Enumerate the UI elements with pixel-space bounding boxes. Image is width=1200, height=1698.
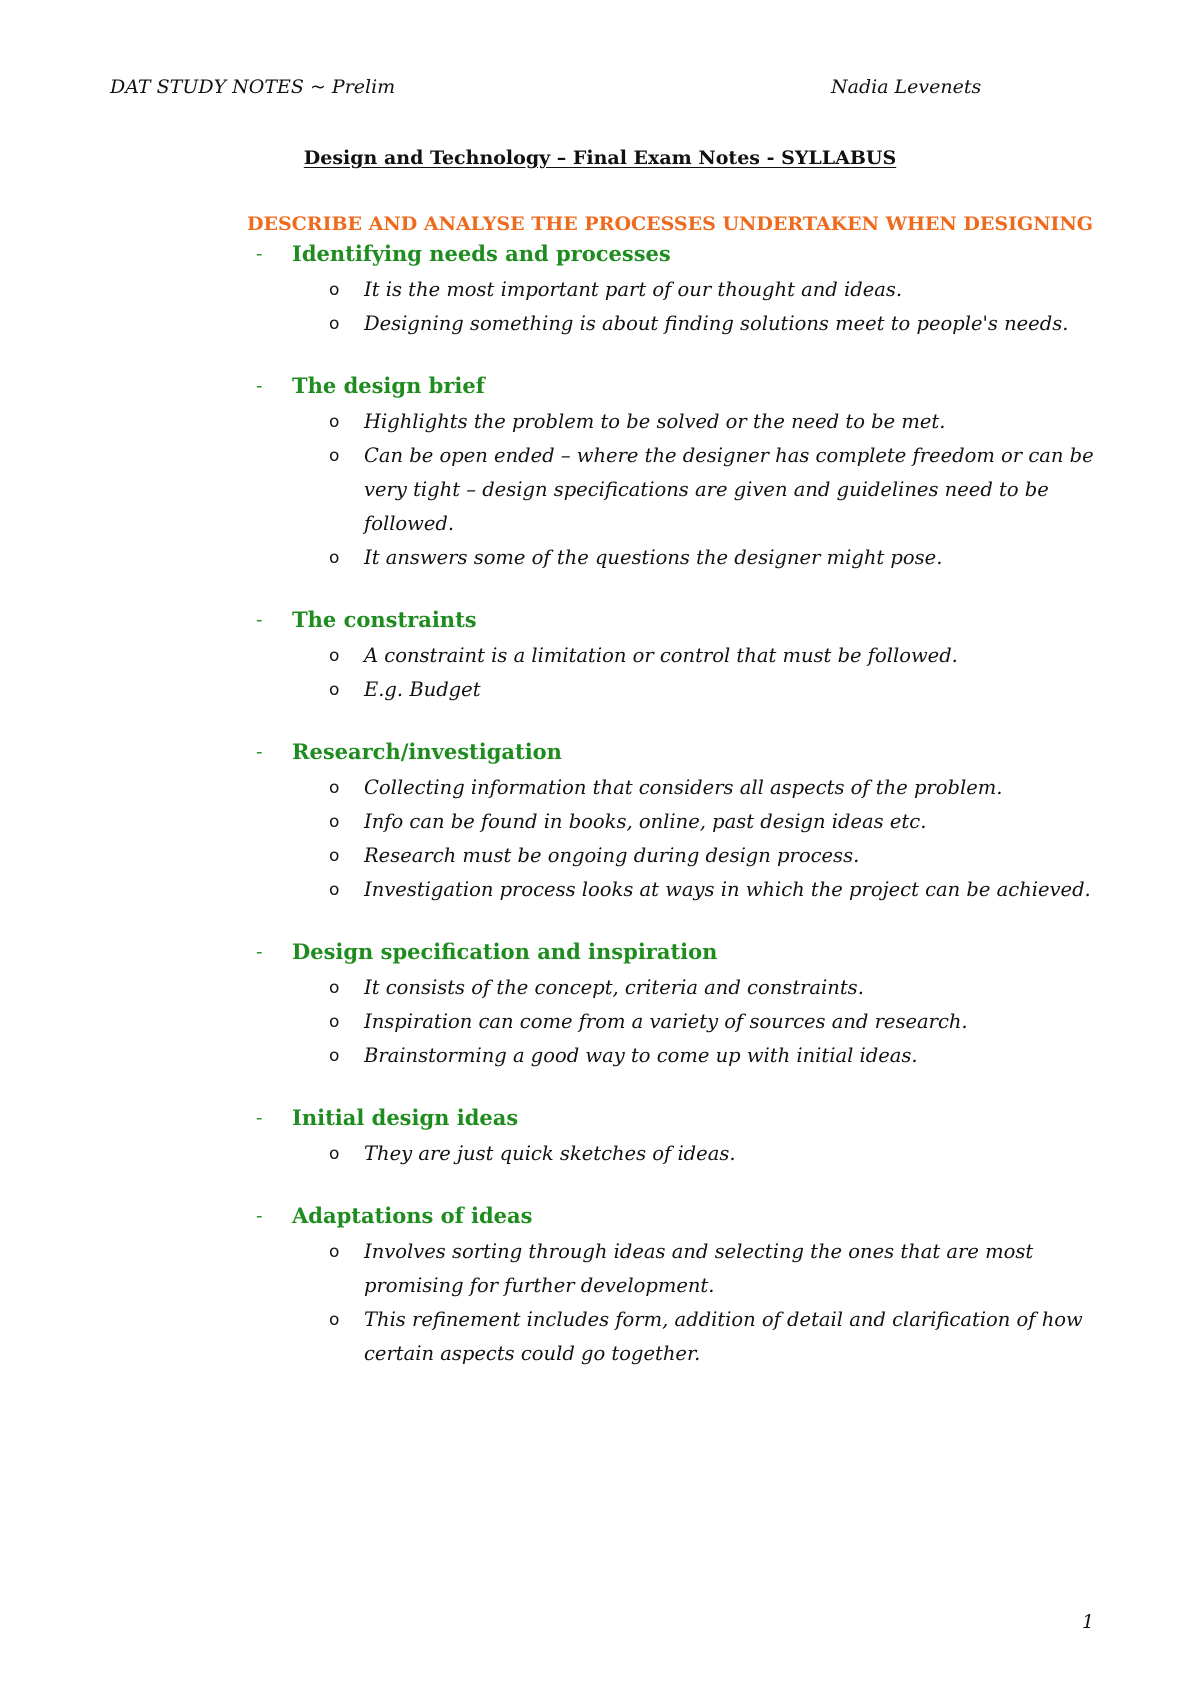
bullet-text: This refinement includes form, addition of detail and clarification of how certain aspects could go together. xyxy=(364,1308,1083,1365)
bullet-item xyxy=(0,1303,1200,1371)
bullet-text: Info can be found in books, online, past design ideas etc. xyxy=(364,810,927,833)
bullet-item xyxy=(0,1235,1200,1303)
bullet-item xyxy=(0,405,1200,439)
topic-block xyxy=(0,1107,1200,1171)
topic-header xyxy=(0,941,1200,971)
bullet-text: It is the most important part of our thought and ideas. xyxy=(364,278,903,301)
circle-bullet-icon: o xyxy=(329,846,340,866)
circle-bullet-icon: o xyxy=(329,812,340,832)
topic-block xyxy=(0,609,1200,707)
bullet-text: Collecting information that considers all aspects of the problem. xyxy=(364,776,1003,799)
circle-bullet-icon: o xyxy=(329,280,340,300)
circle-bullet-icon: o xyxy=(329,548,340,568)
bullet-item xyxy=(0,839,1200,873)
bullet-item xyxy=(0,541,1200,575)
topic-block xyxy=(0,741,1200,907)
bullet-text: Involves sorting through ideas and selecting the ones that are most promising for further development. xyxy=(364,1240,1034,1297)
circle-bullet-icon: o xyxy=(329,1242,340,1262)
topic-title: The constraints xyxy=(292,607,477,632)
bullet-text: Designing something is about finding solutions meet to people's needs. xyxy=(364,312,1069,335)
topic-title: The design brief xyxy=(292,373,485,398)
header-author: Nadia Levenets xyxy=(831,76,982,98)
topic-header xyxy=(0,375,1200,405)
dash-bullet-icon: - xyxy=(256,941,263,963)
bullet-item xyxy=(0,439,1200,541)
bullet-item xyxy=(0,307,1200,341)
bullet-item xyxy=(0,273,1200,307)
circle-bullet-icon: o xyxy=(329,412,340,432)
bullet-item xyxy=(0,1137,1200,1171)
bullet-text: Can be open ended – where the designer has complete freedom or can be very tight – design specifications are given and guidelines need to be followed. xyxy=(364,444,1094,535)
bullet-text: Research must be ongoing during design process. xyxy=(364,844,860,867)
circle-bullet-icon: o xyxy=(329,1012,340,1032)
topic-header xyxy=(0,243,1200,273)
circle-bullet-icon: o xyxy=(329,1144,340,1164)
bullet-text: Brainstorming a good way to come up with initial ideas. xyxy=(364,1044,918,1067)
dash-bullet-icon: - xyxy=(256,375,263,397)
topic-title: Adaptations of ideas xyxy=(292,1203,533,1228)
topic-title: Initial design ideas xyxy=(292,1105,519,1130)
bullet-text: E.g. Budget xyxy=(364,678,481,701)
bullet-text: It consists of the concept, criteria and constraints. xyxy=(364,976,864,999)
bullet-list xyxy=(0,639,1200,707)
topic-block xyxy=(0,243,1200,341)
bullet-item xyxy=(0,1005,1200,1039)
bullet-list xyxy=(0,273,1200,341)
dash-bullet-icon: - xyxy=(256,741,263,763)
topic-header xyxy=(0,609,1200,639)
bullet-text: Highlights the problem to be solved or the need to be met. xyxy=(364,410,946,433)
bullet-text: A constraint is a limitation or control that must be followed. xyxy=(364,644,958,667)
topic-title: Identifying needs and processes xyxy=(292,241,671,266)
topic-block xyxy=(0,941,1200,1073)
circle-bullet-icon: o xyxy=(329,1310,340,1330)
dash-bullet-icon: - xyxy=(256,1107,263,1129)
topic-header xyxy=(0,1205,1200,1235)
circle-bullet-icon: o xyxy=(329,646,340,666)
bullet-list xyxy=(0,971,1200,1073)
circle-bullet-icon: o xyxy=(329,978,340,998)
circle-bullet-icon: o xyxy=(329,314,340,334)
bullet-item xyxy=(0,873,1200,907)
circle-bullet-icon: o xyxy=(329,1046,340,1066)
topic-title: Design specification and inspiration xyxy=(292,939,718,964)
topic-header xyxy=(0,741,1200,771)
topic-header xyxy=(0,1107,1200,1137)
dash-bullet-icon: - xyxy=(256,1205,263,1227)
topic-list xyxy=(0,243,1200,1405)
bullet-item xyxy=(0,639,1200,673)
bullet-text: They are just quick sketches of ideas. xyxy=(364,1142,736,1165)
bullet-text: Inspiration can come from a variety of sources and research. xyxy=(364,1010,968,1033)
bullet-text: It answers some of the questions the designer might pose. xyxy=(364,546,943,569)
bullet-text: Investigation process looks at ways in which the project can be achieved. xyxy=(364,878,1091,901)
header-left-text: DAT STUDY NOTES ~ Prelim xyxy=(110,76,396,98)
topic-title: Research/investigation xyxy=(292,739,562,764)
bullet-item xyxy=(0,1039,1200,1073)
circle-bullet-icon: o xyxy=(329,446,340,466)
bullet-list xyxy=(0,1235,1200,1371)
document-title: Design and Technology – Final Exam Notes - SYLLABUS xyxy=(303,147,897,169)
bullet-list xyxy=(0,1137,1200,1171)
circle-bullet-icon: o xyxy=(329,680,340,700)
page-number: 1 xyxy=(1082,1611,1095,1633)
circle-bullet-icon: o xyxy=(329,880,340,900)
section-heading: DESCRIBE AND ANALYSE THE PROCESSES UNDERTAKEN WHEN DESIGNING xyxy=(247,213,1094,235)
dash-bullet-icon: - xyxy=(256,609,263,631)
topic-block xyxy=(0,1205,1200,1371)
bullet-item xyxy=(0,971,1200,1005)
circle-bullet-icon: o xyxy=(329,778,340,798)
bullet-list xyxy=(0,405,1200,575)
bullet-item xyxy=(0,771,1200,805)
bullet-list xyxy=(0,771,1200,907)
bullet-item xyxy=(0,673,1200,707)
bullet-item xyxy=(0,805,1200,839)
topic-block xyxy=(0,375,1200,575)
dash-bullet-icon: - xyxy=(256,243,263,265)
